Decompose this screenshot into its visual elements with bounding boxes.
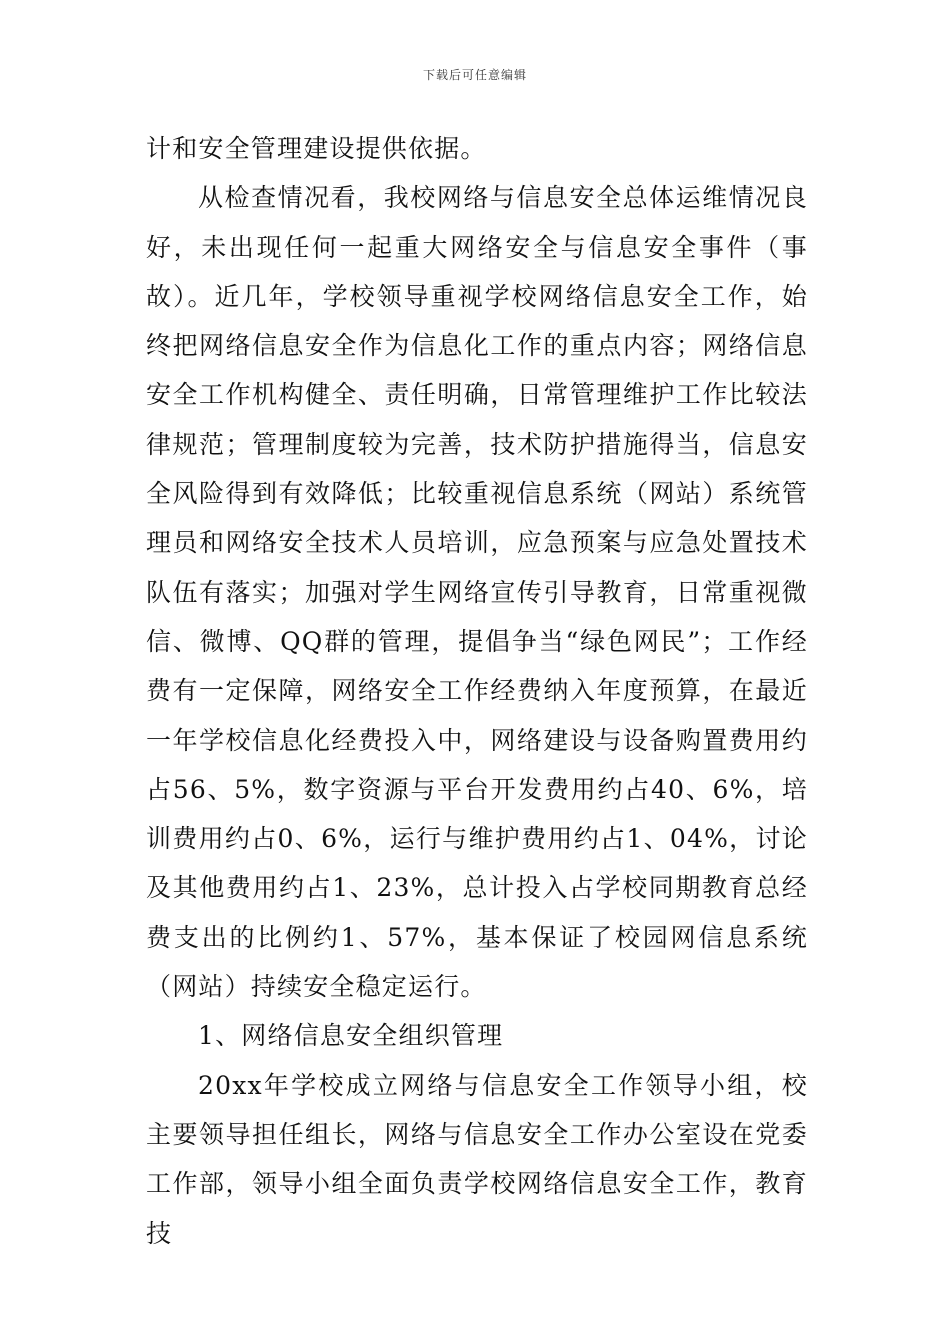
paragraph-continuation: 计和安全管理建设提供依据。 (146, 134, 487, 163)
page-header: 下载后可任意编辑 (422, 68, 527, 82)
paragraph-inspection-summary: 从检查情况看，我校网络与信息安全总体运维情况良好，未出现任何一起重大网络安全与信息安全事件（事故）。近几年，学校领导重视学校网络信息安全工作，始终把网络信息安全作为信息化工作的重点内容；网络信息安全工作机构健全、责任明确，日常管理维护工作比较法律规范；管理制度较为完善，技术防护措施得当，信息安全风险得到有效降低；比较重视信息系统（网站）系统管理员和网络安全技术人员培训，应急预案与应急处置技术队伍有落实；加强对学生网络宣传引导教育，日常重视微信、微博、QQ群的管理，提倡争当“绿色网民”；工作经费有一定保障，网络安全工作经费纳入年度预算，在最近一年学校信息化经费投入中，网络建设与设备购置费用约占56、5%，数字资源与平台开发费用约占40、6%，培训费用约占0、6%，运行与维护费用约占1、04%，讨论及其他费用约占1、23%，总计投入占学校同期教育总经费支出的比例约1、57%，基本保证了校园网信息系统（网站）持续安全稳定运行。 (146, 183, 808, 1002)
document-body (146, 124, 808, 1258)
paragraph-organization: 20xx年学校成立网络与信息安全工作领导小组，校主要领导担任组长，网络与信息安全工作办公室设在党委工作部，领导小组全面负责学校网络信息安全工作，教育技 (146, 1070, 808, 1248)
section-heading: 1、网络信息安全组织管理 (198, 1021, 504, 1051)
